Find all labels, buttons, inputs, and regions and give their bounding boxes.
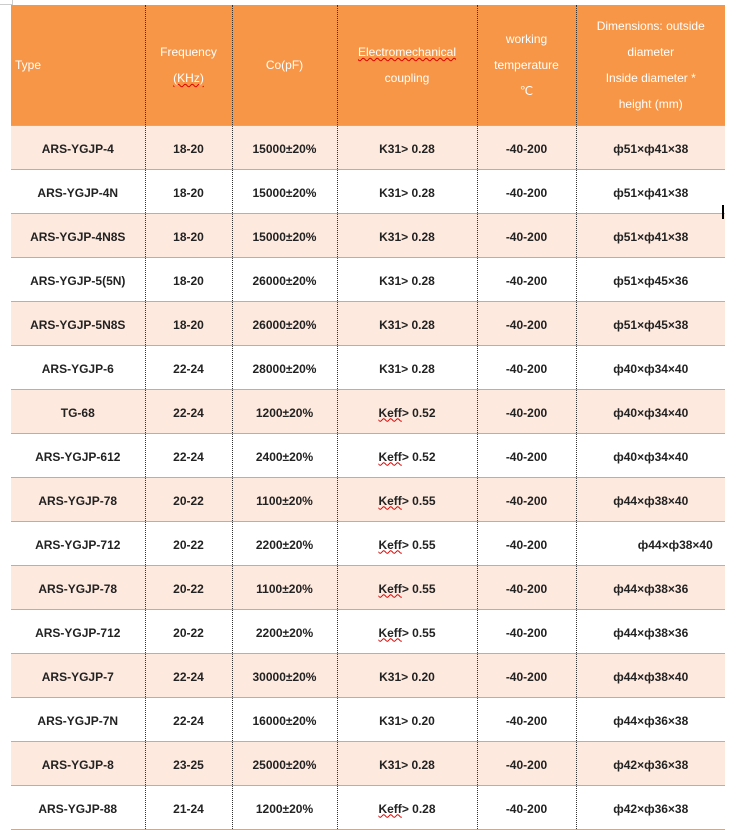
coupling-symbol: K31	[379, 185, 402, 200]
cell-frequency: 22-24	[145, 698, 232, 742]
cell-coupling	[337, 434, 477, 478]
coupling-value: > 0.52	[401, 405, 436, 420]
cell-co: 28000±20%	[232, 346, 337, 390]
table-row	[11, 566, 725, 610]
cell-frequency: 21-24	[145, 786, 232, 830]
header-coupling-line1: Electromechanical	[357, 45, 457, 59]
cell-co: 15000±20%	[232, 126, 337, 170]
header-frequency-unit: (KHz)	[173, 71, 204, 85]
coupling-symbol: Keff	[378, 625, 402, 640]
cell-type: ARS-YGJP-7N	[11, 698, 145, 742]
cell-frequency: 22-24	[145, 434, 232, 478]
header-row	[11, 5, 725, 126]
cell-dimensions: ф51×ф45×38	[576, 302, 725, 346]
coupling-value: > 0.28	[401, 273, 435, 288]
header-temp-line1: working	[505, 32, 548, 46]
cell-frequency: 20-22	[145, 610, 232, 654]
coupling-symbol: Keff	[378, 537, 402, 552]
cell-dimensions: ф51×ф45×36	[576, 258, 725, 302]
cell-dimensions: ф40×ф34×40	[576, 346, 725, 390]
header-dim-line3: Inside diameter *	[605, 71, 696, 85]
header-frequency-label: Frequency	[160, 45, 217, 59]
table-row	[11, 390, 725, 434]
cell-type: ARS-YGJP-78	[11, 566, 145, 610]
cell-frequency: 22-24	[145, 654, 232, 698]
coupling-value: > 0.28	[401, 801, 436, 816]
cell-temperature: -40-200	[477, 258, 576, 302]
coupling-value: > 0.28	[401, 141, 435, 156]
cell-temperature: -40-200	[477, 742, 576, 786]
cell-co: 16000±20%	[232, 698, 337, 742]
cell-dimensions: ф44×ф38×40	[576, 522, 725, 566]
cell-co: 2200±20%	[232, 610, 337, 654]
header-dim-line2: diameter	[627, 45, 675, 59]
cell-type: ARS-YGJP-78	[11, 478, 145, 522]
cell-coupling	[337, 522, 477, 566]
cell-frequency: 22-24	[145, 346, 232, 390]
header-frequency	[145, 5, 232, 126]
table-row	[11, 742, 725, 786]
coupling-symbol: K31	[379, 669, 402, 684]
header-dim-line4: height (mm)	[618, 97, 683, 111]
cell-type: ARS-YGJP-8	[11, 742, 145, 786]
cell-temperature: -40-200	[477, 522, 576, 566]
cell-type: ARS-YGJP-7	[11, 654, 145, 698]
table-row	[11, 434, 725, 478]
cell-dimensions: ф44×ф38×40	[576, 478, 725, 522]
spec-table	[11, 5, 725, 830]
cell-frequency: 18-20	[145, 214, 232, 258]
cell-type: ARS-YGJP-712	[11, 522, 145, 566]
cell-coupling	[337, 258, 477, 302]
cell-coupling	[337, 698, 477, 742]
cell-coupling	[337, 302, 477, 346]
cell-co: 26000±20%	[232, 302, 337, 346]
coupling-symbol: K31	[379, 361, 402, 376]
coupling-symbol: K31	[379, 273, 402, 288]
cell-co: 1200±20%	[232, 786, 337, 830]
header-type-label: Type	[15, 58, 42, 72]
coupling-value: > 0.20	[401, 669, 435, 684]
coupling-value: > 0.55	[401, 625, 436, 640]
table-row	[11, 698, 725, 742]
header-dimensions	[576, 5, 725, 126]
cell-type: TG-68	[11, 390, 145, 434]
cell-frequency: 23-25	[145, 742, 232, 786]
header-temp-unit: ℃	[519, 84, 534, 98]
cell-frequency: 20-22	[145, 566, 232, 610]
cell-co: 2200±20%	[232, 522, 337, 566]
cell-temperature: -40-200	[477, 434, 576, 478]
coupling-symbol: Keff	[378, 801, 402, 816]
cell-co: 1200±20%	[232, 390, 337, 434]
cell-dimensions: ф40×ф34×40	[576, 390, 725, 434]
cell-temperature: -40-200	[477, 126, 576, 170]
coupling-value: > 0.55	[401, 581, 436, 596]
cell-coupling	[337, 126, 477, 170]
cell-type: ARS-YGJP-88	[11, 786, 145, 830]
cell-temperature: -40-200	[477, 302, 576, 346]
cell-type: ARS-YGJP-6	[11, 346, 145, 390]
cell-co: 1100±20%	[232, 478, 337, 522]
cell-co: 25000±20%	[232, 742, 337, 786]
cell-coupling	[337, 742, 477, 786]
cell-temperature: -40-200	[477, 698, 576, 742]
text-cursor	[722, 205, 724, 219]
cell-temperature: -40-200	[477, 786, 576, 830]
table-row	[11, 170, 725, 214]
cell-frequency: 22-24	[145, 390, 232, 434]
cell-dimensions: ф51×ф41×38	[576, 126, 725, 170]
cell-type: ARS-YGJP-5N8S	[11, 302, 145, 346]
cell-frequency: 20-22	[145, 522, 232, 566]
cell-temperature: -40-200	[477, 610, 576, 654]
cell-type: ARS-YGJP-5(5N)	[11, 258, 145, 302]
coupling-symbol: K31	[379, 141, 402, 156]
coupling-symbol: K31	[379, 229, 402, 244]
header-dim-line1: Dimensions: outside	[596, 19, 705, 33]
coupling-value: > 0.20	[401, 713, 435, 728]
cell-co: 15000±20%	[232, 170, 337, 214]
cell-coupling	[337, 170, 477, 214]
cell-frequency: 20-22	[145, 478, 232, 522]
table-row	[11, 126, 725, 170]
cell-temperature: -40-200	[477, 654, 576, 698]
coupling-symbol: K31	[379, 317, 402, 332]
cell-coupling	[337, 654, 477, 698]
cell-coupling	[337, 390, 477, 434]
cell-dimensions: ф42×ф36×38	[576, 786, 725, 830]
table-row	[11, 610, 725, 654]
cell-co: 2400±20%	[232, 434, 337, 478]
table-row	[11, 478, 725, 522]
cell-co: 30000±20%	[232, 654, 337, 698]
cell-temperature: -40-200	[477, 214, 576, 258]
table-row	[11, 346, 725, 390]
header-temperature	[477, 5, 576, 126]
header-co	[232, 5, 337, 126]
coupling-symbol: Keff	[378, 493, 402, 508]
cell-temperature: -40-200	[477, 478, 576, 522]
table-row	[11, 214, 725, 258]
cell-temperature: -40-200	[477, 170, 576, 214]
cell-coupling	[337, 786, 477, 830]
cell-frequency: 18-20	[145, 258, 232, 302]
cell-type: ARS-YGJP-612	[11, 434, 145, 478]
cell-coupling	[337, 566, 477, 610]
cell-dimensions: ф51×ф41×38	[576, 214, 725, 258]
cell-frequency: 18-20	[145, 126, 232, 170]
table-row	[11, 302, 725, 346]
header-type	[11, 5, 145, 126]
cell-dimensions: ф40×ф34×40	[576, 434, 725, 478]
coupling-value: > 0.28	[401, 317, 435, 332]
cell-dimensions: ф44×ф38×40	[576, 654, 725, 698]
cell-dimensions: ф51×ф41×38	[576, 170, 725, 214]
cell-coupling	[337, 478, 477, 522]
cell-co: 26000±20%	[232, 258, 337, 302]
cell-temperature: -40-200	[477, 390, 576, 434]
coupling-value: > 0.28	[401, 361, 435, 376]
cell-frequency: 18-20	[145, 170, 232, 214]
spec-table-container	[11, 5, 725, 830]
coupling-value: > 0.28	[401, 185, 435, 200]
cell-coupling	[337, 610, 477, 654]
cell-dimensions: ф44×ф38×36	[576, 566, 725, 610]
header-temp-line2: temperature	[494, 58, 559, 72]
table-row	[11, 786, 725, 830]
table-row	[11, 258, 725, 302]
coupling-symbol: Keff	[378, 449, 402, 464]
cell-dimensions: ф42×ф36×38	[576, 742, 725, 786]
coupling-symbol: K31	[379, 713, 402, 728]
cell-temperature: -40-200	[477, 346, 576, 390]
cell-frequency: 18-20	[145, 302, 232, 346]
header-coupling	[337, 5, 477, 126]
coupling-value: > 0.55	[401, 537, 436, 552]
coupling-value: > 0.55	[401, 493, 436, 508]
coupling-symbol: Keff	[378, 581, 402, 596]
coupling-symbol: K31	[379, 757, 402, 772]
table-row	[11, 522, 725, 566]
cell-type: ARS-YGJP-4N8S	[11, 214, 145, 258]
header-coupling-line2: coupling	[384, 71, 430, 85]
cell-coupling	[337, 214, 477, 258]
coupling-symbol: Keff	[378, 405, 402, 420]
cell-type: ARS-YGJP-4	[11, 126, 145, 170]
cell-type: ARS-YGJP-712	[11, 610, 145, 654]
coupling-value: > 0.28	[401, 229, 435, 244]
coupling-value: > 0.52	[401, 449, 436, 464]
cell-temperature: -40-200	[477, 566, 576, 610]
cell-type: ARS-YGJP-4N	[11, 170, 145, 214]
cell-dimensions: ф44×ф38×36	[576, 610, 725, 654]
cell-co: 15000±20%	[232, 214, 337, 258]
table-row	[11, 654, 725, 698]
coupling-value: > 0.28	[401, 757, 435, 772]
cell-co: 1100±20%	[232, 566, 337, 610]
header-co-label: Co(pF)	[265, 58, 304, 72]
cell-coupling	[337, 346, 477, 390]
cell-dimensions: ф44×ф36×38	[576, 698, 725, 742]
